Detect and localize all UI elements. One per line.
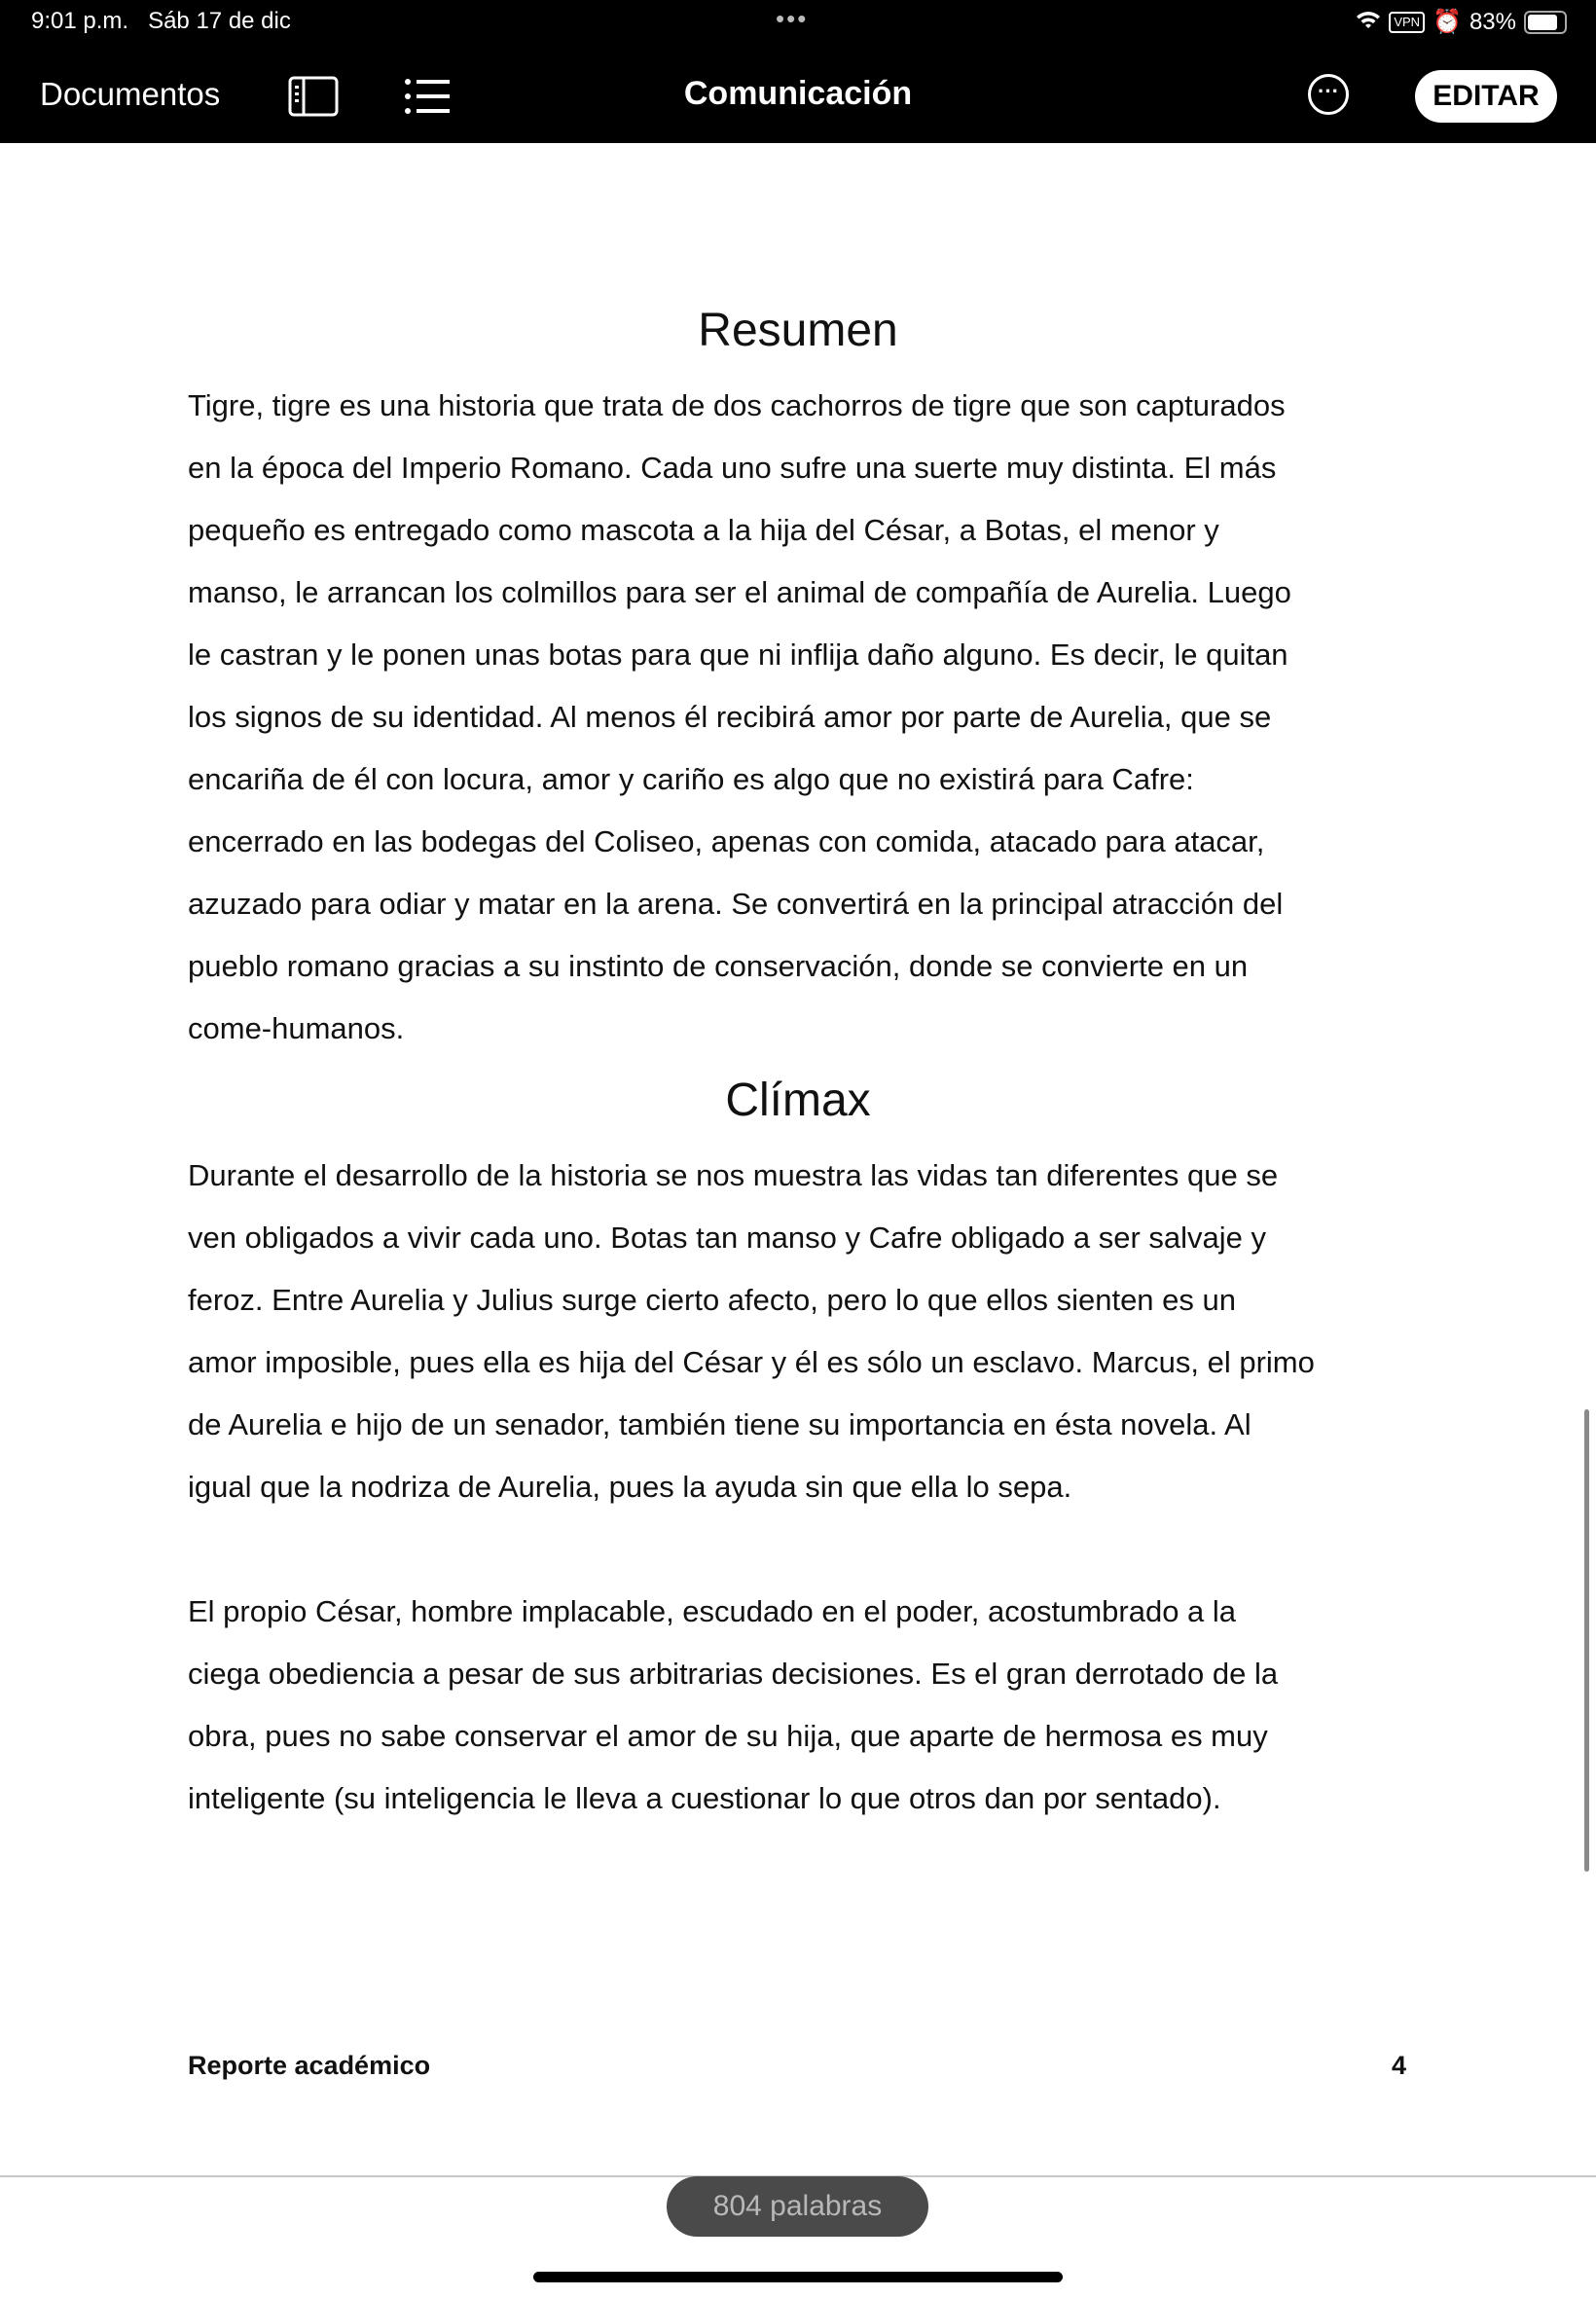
paragraph — [188, 375, 1291, 1060]
text-line: come-humanos. — [188, 1011, 405, 1045]
page-number: 4 — [1392, 2051, 1407, 2080]
page-footer: Reporte académico — [188, 2051, 431, 2080]
wifi-icon — [1356, 9, 1381, 36]
paragraph — [188, 1145, 1315, 1518]
battery-percent: 83% — [1469, 8, 1516, 35]
text-line: feroz. Entre Aurelia y Julius surge cierto afecto, pero lo que ellos sienten es un — [188, 1283, 1236, 1317]
text-line: amor imposible, pues ella es hija del César y él es sólo un esclavo. Marcus, el primo — [188, 1345, 1315, 1379]
text-line: los signos de su identidad. Al menos él recibirá amor por parte de Aurelia, que se — [188, 700, 1272, 734]
more-options-icon[interactable]: ··· — [1308, 74, 1349, 115]
text-line: igual que la nodriza de Aurelia, pues la ayuda sin que ella lo sepa. — [188, 1470, 1072, 1504]
status-time: 9:01 p.m. Sáb 17 de dic — [31, 8, 291, 34]
outline-list-icon[interactable] — [405, 78, 450, 120]
text-line: El propio César, hombre implacable, escudado en el poder, acostumbrado a la — [188, 1594, 1237, 1628]
sidebar-toggle-icon[interactable] — [288, 76, 339, 122]
text-line: obra, pues no sabe conservar el amor de su hija, que aparte de hermosa es muy — [188, 1719, 1268, 1753]
edit-button[interactable]: EDITAR — [1415, 70, 1557, 123]
word-count-badge[interactable]: 804 palabras — [667, 2176, 928, 2237]
text-line: encariña de él con locura, amor y cariño es algo que no existirá para Cafre: — [188, 762, 1194, 796]
text-line: manso, le arrancan los colmillos para ser el animal de compañía de Aurelia. Luego — [188, 575, 1291, 609]
text-line: inteligente (su inteligencia le lleva a cuestionar lo que otros dan por sentado). — [188, 1781, 1221, 1815]
text-line: pueblo romano gracias a su instinto de conservación, donde se convierte en un — [188, 949, 1249, 983]
paragraph — [188, 1581, 1278, 1830]
text-line: pequeño es entregado como mascota a la hija del César, a Botas, el menor y — [188, 513, 1219, 547]
status-indicators — [1356, 8, 1567, 36]
text-line: ven obligados a vivir cada uno. Botas tan manso y Cafre obligado a ser salvaje y — [188, 1221, 1267, 1255]
alarm-icon: ⏰ — [1433, 9, 1462, 35]
text-line: de Aurelia e hijo de un senador, también tiene su importancia en ésta novela. Al — [188, 1407, 1251, 1441]
text-line: azuzado para odiar y matar en la arena. Se convertirá en la principal atracción del — [188, 887, 1284, 921]
home-indicator[interactable] — [533, 2272, 1063, 2282]
text-line: ciega obediencia a pesar de sus arbitrarias decisiones. Es el gran derrotado de la — [188, 1657, 1279, 1691]
section-heading: Resumen — [698, 305, 898, 356]
vpn-icon: VPN — [1389, 12, 1425, 33]
documents-back-button[interactable]: Documentos — [40, 76, 221, 112]
text-line: le castran y le ponen unas botas para que ni inflija daño alguno. Es decir, le quitan — [188, 638, 1288, 672]
text-line: encerrado en las bodegas del Coliseo, apenas con comida, atacado para atacar, — [188, 824, 1265, 858]
scrollbar[interactable] — [1584, 1409, 1589, 1872]
document-title: Comunicación — [683, 75, 913, 112]
section-heading: Clímax — [725, 1075, 871, 1126]
text-line: Tigre, tigre es una historia que trata de dos cachorros de tigre que son capturados — [188, 388, 1286, 422]
text-line: en la época del Imperio Romano. Cada uno sufre una suerte muy distinta. El más — [188, 451, 1277, 485]
text-line: Durante el desarrollo de la historia se nos muestra las vidas tan diferentes que se — [188, 1158, 1279, 1192]
multitasking-dots-icon[interactable]: ••• — [776, 4, 809, 33]
top-bar — [0, 0, 1596, 143]
battery-icon — [1524, 11, 1567, 34]
